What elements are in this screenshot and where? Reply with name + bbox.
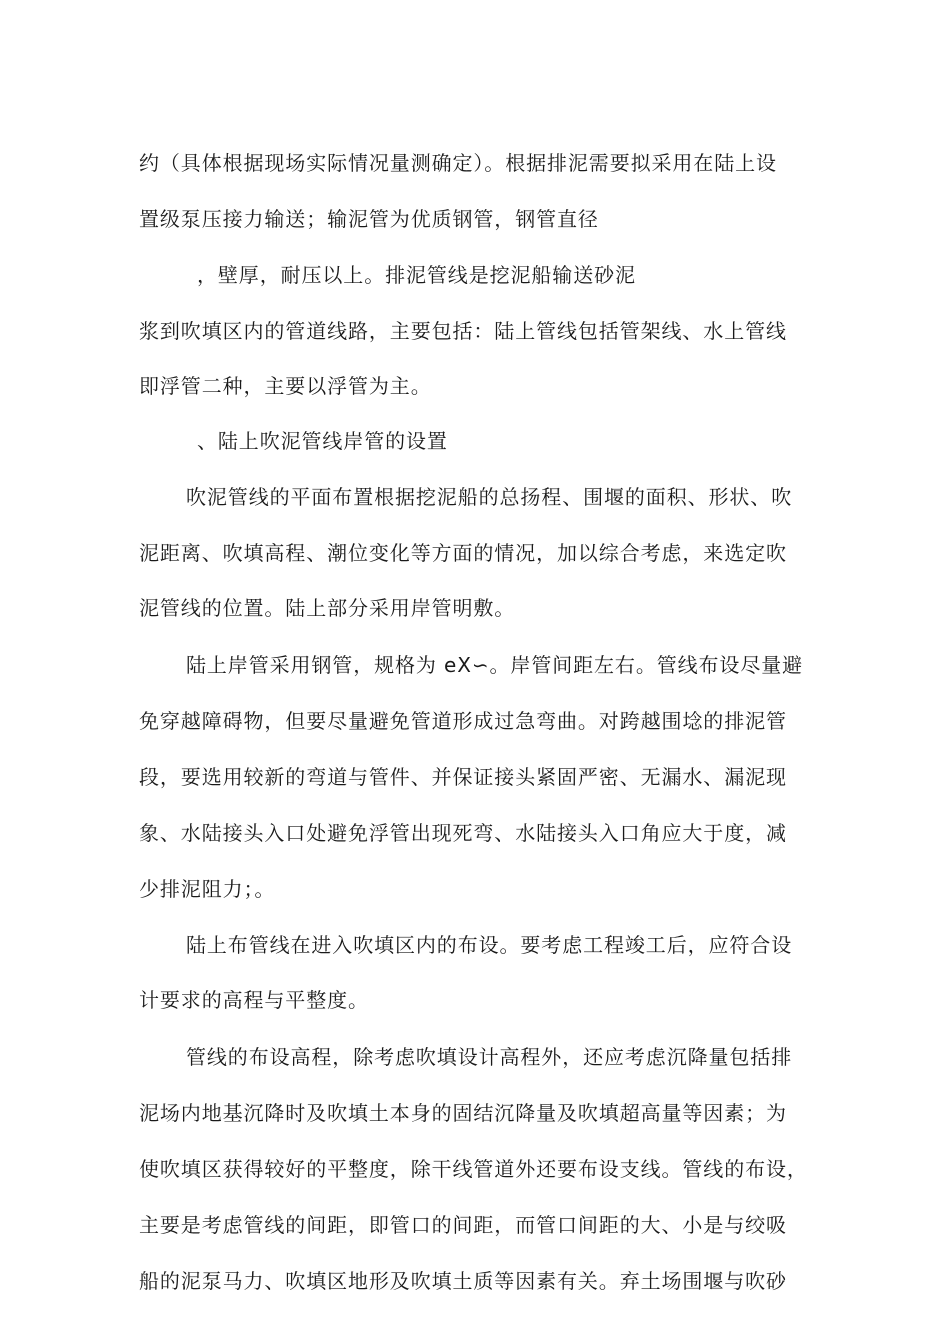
text-line-8: 泥距离、吹填高程、潮位变化等方面的情况，加以综合考虑，来选定吹 xyxy=(139,541,787,565)
text-line-9: 泥管线的位置。陆上部分采用岸管明敷。 xyxy=(139,596,516,620)
text-line-4: 浆到吹填区内的管道线路，主要包括：陆上管线包括管架线、水上管线 xyxy=(139,319,787,343)
text-line-16: 计要求的高程与平整度。 xyxy=(139,988,369,1012)
text-line-17: 管线的布设高程，除考虑吹填设计高程外，还应考虑沉降量包括排 xyxy=(186,1045,793,1069)
text-line-18: 泥场内地基沉降时及吹填土本身的固结沉降量及吹填超高量等因素；为 xyxy=(139,1101,787,1125)
text-line-10: 陆上岸管采用钢管，规格为 eX∽。岸管间距左右。管线布设尽量避 xyxy=(186,653,804,677)
text-line-21: 船的泥泵马力、吹填区地形及吹填土质等因素有关。弃土场围堰与吹砂 xyxy=(139,1269,787,1293)
text-line-19: 使吹填区获得较好的平整度，除干线管道外还要布设支线。管线的布设， xyxy=(139,1157,808,1181)
text-line-1: 约（具体根据现场实际情况量测确定）。根据排泥需要拟采用在陆上设 xyxy=(139,151,777,175)
text-line-13: 象、水陆接头入口处避免浮管出现死弯、水陆接头入口角应大于度，减 xyxy=(139,821,787,845)
text-line-3: ，壁厚，耐压以上。排泥管线是挖泥船输送砂泥 xyxy=(197,263,636,287)
text-line-14: 少排泥阻力；。 xyxy=(139,877,276,901)
text-line-7: 吹泥管线的平面布置根据挖泥船的总扬程、围堰的面积、形状、吹 xyxy=(186,485,793,509)
text-line-2: 置级泵压接力输送；输泥管为优质钢管，钢管直径 xyxy=(139,207,599,231)
text-line-12: 段，要选用较新的弯道与管件、并保证接头紧固严密、无漏水、漏泥现 xyxy=(139,765,787,789)
text-line-15: 陆上布管线在进入吹填区内的布设。要考虑工程竣工后，应符合设 xyxy=(186,933,793,957)
text-line-5: 即浮管二种，主要以浮管为主。 xyxy=(139,374,432,398)
section-heading: 、陆上吹泥管线岸管的设置 xyxy=(197,429,448,453)
text-line-20: 主要是考虑管线的间距，即管口的间距，而管口间距的大、小是与绞吸 xyxy=(139,1213,787,1237)
text-line-11: 免穿越障碍物，但要尽量避免管道形成过急弯曲。对跨越围埝的排泥管 xyxy=(139,709,787,733)
